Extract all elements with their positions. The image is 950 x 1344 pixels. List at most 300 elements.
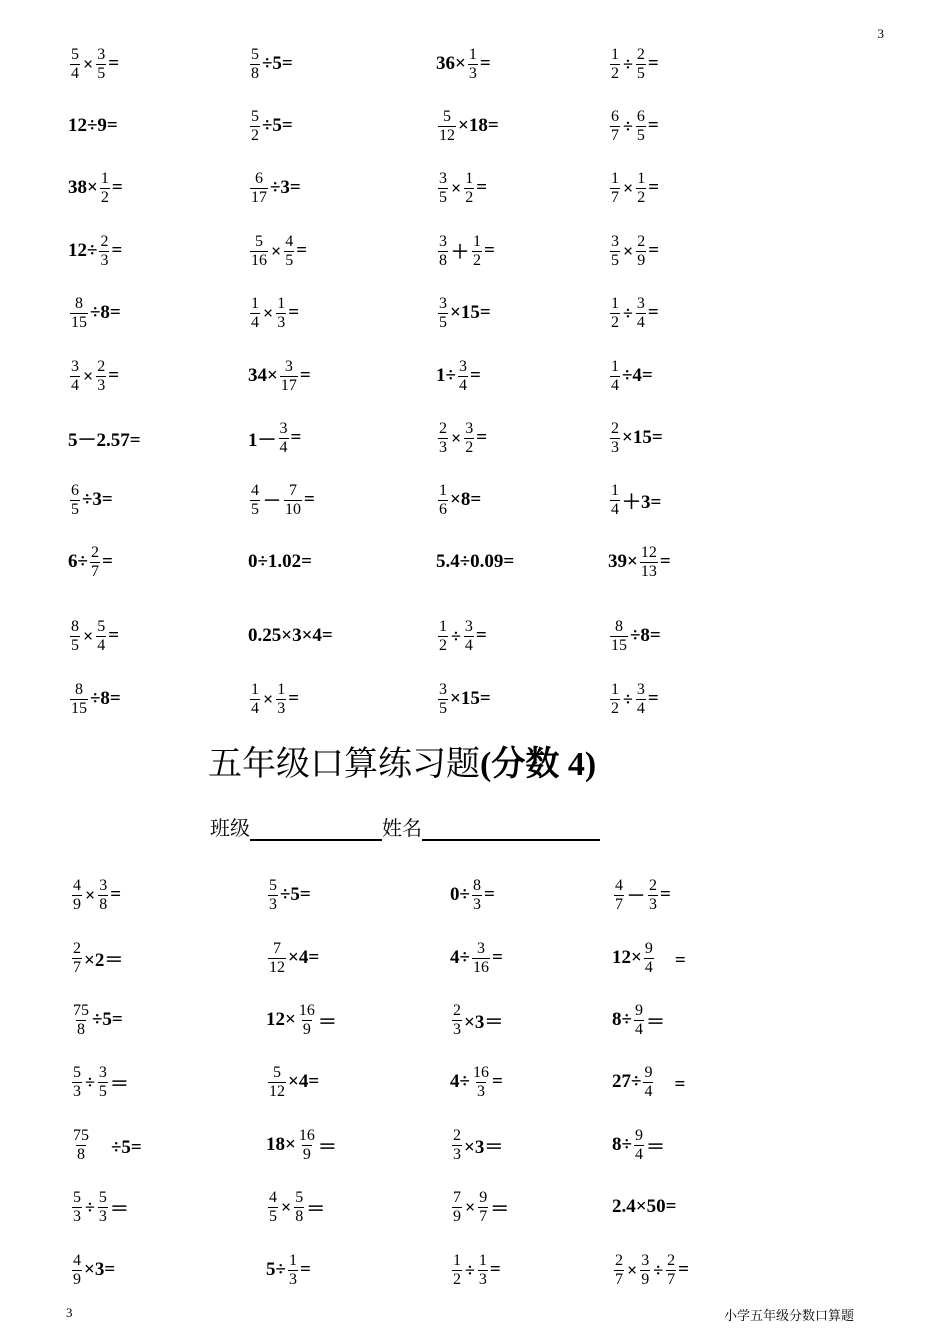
numerator: 3 bbox=[97, 45, 106, 63]
top-problem bbox=[436, 231, 495, 271]
class-blank[interactable] bbox=[250, 817, 382, 841]
fraction bbox=[438, 482, 448, 519]
denominator: 5 bbox=[71, 500, 79, 518]
fraction bbox=[96, 358, 106, 395]
numerator: 9 bbox=[634, 1126, 643, 1144]
top-problem bbox=[68, 356, 119, 396]
expression-text: 0÷ bbox=[450, 884, 470, 905]
numerator: 7 bbox=[273, 939, 281, 957]
top-problem bbox=[68, 480, 113, 520]
top-problem bbox=[68, 293, 121, 333]
numerator: 75 bbox=[73, 1126, 89, 1144]
expression-text: 5－2.57= bbox=[68, 429, 141, 451]
operator: ÷ bbox=[623, 53, 633, 74]
denominator: 5 bbox=[611, 251, 619, 269]
denominator: 5 bbox=[439, 313, 447, 331]
fraction bbox=[70, 482, 80, 519]
bottom-problem bbox=[450, 1250, 501, 1290]
expression-text: = bbox=[101, 551, 113, 572]
numerator: 1 bbox=[465, 169, 474, 187]
fraction bbox=[438, 681, 448, 718]
top-problem bbox=[608, 356, 653, 396]
numerator: 2 bbox=[90, 543, 99, 561]
worksheet-title bbox=[208, 736, 596, 785]
numerator: 4 bbox=[73, 1251, 81, 1269]
top-problem bbox=[608, 44, 659, 84]
fraction bbox=[72, 1189, 82, 1226]
top-problem bbox=[608, 231, 659, 271]
fraction bbox=[280, 358, 298, 395]
operator: ＋ bbox=[451, 242, 469, 262]
expression-text: = bbox=[648, 240, 660, 261]
denominator: 2 bbox=[637, 188, 646, 206]
fraction bbox=[90, 544, 100, 581]
expression-text: = bbox=[659, 551, 671, 572]
fraction bbox=[468, 46, 478, 83]
fraction bbox=[250, 681, 260, 718]
fraction bbox=[472, 233, 482, 270]
denominator: 3 bbox=[649, 895, 657, 913]
denominator: 5 bbox=[269, 1207, 277, 1225]
denominator: 15 bbox=[71, 313, 87, 331]
expression-text: ×15= bbox=[450, 688, 491, 709]
fraction bbox=[98, 1189, 108, 1226]
expression-text: = bbox=[491, 1071, 503, 1092]
name-row bbox=[210, 812, 600, 841]
numerator: 9 bbox=[644, 1063, 653, 1081]
numerator: 1 bbox=[100, 169, 109, 187]
denominator: 5 bbox=[285, 251, 294, 269]
fraction bbox=[70, 295, 88, 332]
bottom-problem bbox=[612, 1250, 689, 1290]
expression-text: 1－ bbox=[248, 429, 277, 451]
fraction bbox=[284, 233, 294, 270]
numerator: 5 bbox=[443, 107, 451, 125]
bottom-problem bbox=[266, 1125, 337, 1165]
numerator: 2 bbox=[649, 876, 657, 894]
numerator: 3 bbox=[439, 294, 447, 312]
fraction bbox=[438, 233, 448, 270]
bottom-problem bbox=[450, 1125, 503, 1165]
denominator: 3 bbox=[277, 313, 286, 331]
top-problem bbox=[248, 106, 293, 146]
numerator: 2 bbox=[439, 419, 447, 437]
expression-text: = bbox=[647, 688, 659, 709]
numerator: 2 bbox=[636, 45, 645, 63]
expression-text: = bbox=[647, 302, 659, 323]
bottom-problem bbox=[450, 1000, 503, 1040]
fraction bbox=[614, 1252, 624, 1289]
numerator: 16 bbox=[472, 1063, 489, 1081]
operator: × bbox=[623, 240, 634, 261]
denominator: 5 bbox=[251, 500, 259, 518]
expression-text: = bbox=[469, 365, 481, 386]
fraction bbox=[96, 46, 106, 83]
numerator: 3 bbox=[439, 680, 447, 698]
fraction bbox=[70, 46, 80, 83]
numerator: 2 bbox=[453, 1126, 461, 1144]
numerator: 5 bbox=[97, 617, 106, 635]
fraction bbox=[472, 877, 482, 914]
numerator: 3 bbox=[641, 1251, 650, 1269]
fraction bbox=[70, 358, 80, 395]
operator: ÷ bbox=[623, 302, 633, 323]
denominator: 4 bbox=[636, 699, 645, 717]
operator: ÷ bbox=[653, 1259, 664, 1280]
denominator: 5 bbox=[636, 126, 645, 144]
expression-text: 36× bbox=[436, 53, 466, 74]
numerator: 8 bbox=[71, 617, 79, 635]
numerator: 8 bbox=[75, 680, 83, 698]
denominator: 3 bbox=[98, 1207, 107, 1225]
denominator: 5 bbox=[439, 188, 447, 206]
numerator: 5 bbox=[255, 232, 263, 250]
bottom-problem bbox=[612, 1062, 685, 1102]
denominator: 9 bbox=[302, 1020, 311, 1038]
expression-text: 0.25×3×4= bbox=[248, 625, 333, 646]
fraction bbox=[634, 1002, 644, 1039]
denominator: 2 bbox=[453, 1270, 461, 1288]
fraction bbox=[614, 877, 624, 914]
fraction bbox=[634, 1127, 644, 1164]
denominator: 7 bbox=[615, 1270, 623, 1288]
operator: ÷ bbox=[451, 625, 461, 646]
denominator: 5 bbox=[636, 64, 645, 82]
denominator: 9 bbox=[73, 1270, 81, 1288]
numerator: 3 bbox=[611, 232, 619, 250]
denominator: 8 bbox=[99, 895, 108, 913]
fraction bbox=[72, 1252, 82, 1289]
numerator: 5 bbox=[295, 1188, 304, 1206]
fraction bbox=[666, 1252, 676, 1289]
top-problem bbox=[608, 616, 661, 656]
denominator: 7 bbox=[479, 1207, 488, 1225]
denominator: 5 bbox=[98, 1082, 107, 1100]
expression-text: 38× bbox=[68, 177, 98, 198]
top-problem bbox=[608, 542, 671, 582]
expression-text: ×15= bbox=[450, 302, 491, 323]
numerator: 8 bbox=[75, 294, 83, 312]
fraction bbox=[72, 940, 82, 977]
top-problem bbox=[608, 293, 659, 333]
denominator: 4 bbox=[611, 376, 619, 394]
numerator: 3 bbox=[636, 294, 645, 312]
fraction bbox=[98, 1064, 108, 1101]
numerator: 8 bbox=[615, 617, 623, 635]
fraction bbox=[648, 877, 658, 914]
bottom-problem bbox=[266, 1187, 325, 1227]
denominator: 5 bbox=[439, 699, 447, 717]
fraction bbox=[72, 1064, 82, 1101]
fraction bbox=[610, 170, 620, 207]
expression-text: = bbox=[484, 240, 495, 261]
page-number-bottom: 3 bbox=[66, 1305, 73, 1320]
denominator: 3 bbox=[269, 895, 277, 913]
expression-text: ÷5= bbox=[92, 1136, 142, 1158]
numerator: 4 bbox=[285, 232, 294, 250]
top-problem bbox=[248, 418, 301, 458]
expression-text: 8÷ bbox=[612, 1134, 632, 1155]
numerator: 3 bbox=[98, 1063, 107, 1081]
class-label: 班级 bbox=[210, 818, 250, 840]
fraction bbox=[438, 420, 448, 457]
numerator: 3 bbox=[476, 939, 485, 957]
name-label: 姓名 bbox=[382, 818, 422, 840]
denominator: 4 bbox=[636, 313, 645, 331]
fraction bbox=[636, 46, 646, 83]
bottom-problem bbox=[70, 1187, 129, 1227]
expression-text: ÷8= bbox=[90, 302, 121, 323]
expression-text: ÷5= bbox=[262, 53, 293, 74]
denominator: 7 bbox=[611, 188, 619, 206]
fraction bbox=[610, 358, 620, 395]
operator: × bbox=[263, 688, 274, 709]
top-problem bbox=[436, 106, 499, 146]
fraction bbox=[294, 1189, 304, 1226]
fraction bbox=[636, 681, 646, 718]
denominator: 4 bbox=[458, 376, 467, 394]
top-problem bbox=[68, 418, 141, 458]
expression-text: 5÷ bbox=[266, 1259, 286, 1280]
denominator: 9 bbox=[637, 251, 646, 269]
denominator: 12 bbox=[269, 1082, 285, 1100]
expression-text: 4÷ bbox=[450, 1071, 470, 1092]
denominator: 7 bbox=[615, 895, 623, 913]
expression-text: 6÷ bbox=[68, 551, 88, 572]
top-problem bbox=[68, 616, 119, 656]
numerator: 1 bbox=[611, 169, 619, 187]
denominator: 16 bbox=[251, 251, 267, 269]
fraction bbox=[284, 482, 302, 519]
top-problem bbox=[68, 679, 121, 719]
numerator: 4 bbox=[269, 1188, 277, 1206]
expression-text: 2.4×50= bbox=[612, 1196, 677, 1217]
denominator: 2 bbox=[611, 699, 619, 717]
top-problem bbox=[436, 542, 514, 582]
expression-text: = bbox=[479, 53, 491, 74]
operator: × bbox=[451, 427, 462, 448]
expression-text: ÷5= bbox=[280, 884, 311, 905]
numerator: 5 bbox=[251, 45, 259, 63]
expression-text: ＝ bbox=[317, 1011, 337, 1033]
fraction bbox=[268, 1189, 278, 1226]
bottom-problem bbox=[612, 875, 671, 915]
expression-text: ×4= bbox=[288, 1071, 320, 1092]
top-problem bbox=[248, 616, 333, 656]
expression-text: ÷8= bbox=[630, 625, 661, 646]
bottom-problem bbox=[70, 938, 123, 978]
fraction bbox=[610, 46, 620, 83]
bottom-problem bbox=[70, 1062, 129, 1102]
denominator: 2 bbox=[473, 251, 481, 269]
bottom-problem bbox=[612, 1125, 665, 1165]
expression-text: = bbox=[304, 489, 315, 510]
expression-text: = bbox=[288, 302, 300, 323]
title-suffix: (分数 4) bbox=[480, 746, 597, 783]
fraction bbox=[250, 233, 268, 270]
top-problem bbox=[436, 44, 491, 84]
numerator: 5 bbox=[73, 1063, 81, 1081]
numerator: 5 bbox=[71, 45, 79, 63]
bottom-problem bbox=[70, 1125, 142, 1165]
fraction bbox=[288, 1252, 298, 1289]
numerator: 2 bbox=[637, 232, 646, 250]
denominator: 3 bbox=[100, 251, 109, 269]
denominator: 2 bbox=[465, 188, 474, 206]
expression-text: = bbox=[655, 1073, 686, 1095]
fraction bbox=[478, 1252, 488, 1289]
top-problem bbox=[608, 418, 663, 458]
operator: ÷ bbox=[85, 1071, 95, 1092]
numerator: 6 bbox=[255, 169, 263, 187]
denominator: 16 bbox=[472, 958, 489, 976]
expression-text: 39× bbox=[608, 551, 638, 572]
bottom-problem bbox=[450, 875, 495, 915]
fraction bbox=[250, 46, 260, 83]
numerator: 8 bbox=[472, 876, 481, 894]
numerator: 3 bbox=[458, 357, 467, 375]
fraction bbox=[610, 295, 620, 332]
expression-text: ＝ bbox=[306, 1198, 326, 1220]
top-problem bbox=[436, 168, 487, 208]
numerator: 16 bbox=[298, 1126, 315, 1144]
fraction bbox=[636, 233, 646, 270]
numerator: 16 bbox=[298, 1001, 315, 1019]
expression-text: ＝ bbox=[645, 1011, 665, 1033]
denominator: 2 bbox=[465, 438, 474, 456]
numerator: 3 bbox=[439, 232, 447, 250]
numerator: 2 bbox=[615, 1251, 623, 1269]
operator: － bbox=[627, 886, 645, 906]
fraction bbox=[644, 940, 654, 977]
numerator: 1 bbox=[277, 294, 286, 312]
numerator: 1 bbox=[251, 294, 259, 312]
name-blank[interactable] bbox=[422, 817, 600, 841]
numerator: 9 bbox=[479, 1188, 488, 1206]
fraction bbox=[98, 877, 108, 914]
denominator: 8 bbox=[77, 1020, 85, 1038]
fraction bbox=[636, 108, 646, 145]
denominator: 9 bbox=[302, 1145, 311, 1163]
top-problem bbox=[248, 542, 312, 582]
bottom-problem bbox=[70, 1250, 115, 1290]
numerator: 3 bbox=[439, 169, 447, 187]
expression-text: 12× bbox=[266, 1009, 296, 1030]
fraction bbox=[640, 544, 658, 581]
denominator: 8 bbox=[439, 251, 447, 269]
fraction bbox=[438, 618, 448, 655]
numerator: 1 bbox=[611, 45, 619, 63]
numerator: 12 bbox=[640, 543, 657, 561]
fraction bbox=[72, 1127, 90, 1164]
expression-text: ÷5= bbox=[262, 115, 293, 136]
denominator: 3 bbox=[453, 1020, 461, 1038]
denominator: 3 bbox=[476, 1082, 485, 1100]
fraction bbox=[452, 1189, 462, 1226]
expression-text: = bbox=[655, 949, 686, 971]
numerator: 3 bbox=[465, 419, 474, 437]
top-problem bbox=[68, 231, 122, 271]
expression-text: ＝ bbox=[645, 1136, 665, 1158]
fraction bbox=[610, 420, 620, 457]
expression-text: = bbox=[475, 625, 487, 646]
denominator: 4 bbox=[611, 500, 619, 518]
bottom-problem bbox=[612, 1187, 676, 1227]
top-problem bbox=[436, 418, 487, 458]
expression-text: ＝ bbox=[317, 1136, 337, 1158]
operator: × bbox=[85, 884, 96, 905]
denominator: 3 bbox=[73, 1207, 81, 1225]
expression-text: 8÷ bbox=[612, 1009, 632, 1030]
fraction bbox=[268, 877, 278, 914]
numerator: 6 bbox=[71, 481, 79, 499]
top-problem bbox=[248, 356, 311, 396]
denominator: 4 bbox=[251, 699, 259, 717]
top-problem bbox=[248, 44, 293, 84]
numerator: 3 bbox=[464, 617, 473, 635]
top-problem bbox=[248, 679, 299, 719]
operator: × bbox=[281, 1196, 292, 1217]
numerator: 1 bbox=[478, 1251, 487, 1269]
denominator: 17 bbox=[280, 376, 297, 394]
expression-text: ＝ bbox=[109, 1198, 129, 1220]
bottom-problem bbox=[450, 1062, 503, 1102]
denominator: 5 bbox=[71, 636, 79, 654]
expression-text: ÷8= bbox=[90, 688, 121, 709]
top-problem bbox=[436, 356, 481, 396]
fraction bbox=[72, 1002, 90, 1039]
denominator: 10 bbox=[285, 500, 301, 518]
denominator: 4 bbox=[279, 438, 288, 456]
fraction bbox=[464, 170, 474, 207]
expression-text: = bbox=[108, 625, 120, 646]
expression-text: 27÷ bbox=[612, 1071, 642, 1092]
fraction bbox=[464, 618, 474, 655]
expression-text: = bbox=[108, 53, 120, 74]
fraction bbox=[458, 358, 468, 395]
expression-text: 12× bbox=[612, 947, 642, 968]
denominator: 7 bbox=[667, 1270, 676, 1288]
bottom-problem bbox=[612, 1000, 665, 1040]
footer-text: 小学五年级分数口算题 bbox=[723, 1308, 854, 1323]
denominator: 3 bbox=[277, 699, 286, 717]
denominator: 4 bbox=[71, 376, 79, 394]
numerator: 1 bbox=[288, 1251, 297, 1269]
expression-text: = bbox=[647, 115, 659, 136]
fraction bbox=[643, 1064, 653, 1101]
fraction bbox=[72, 877, 82, 914]
denominator: 4 bbox=[634, 1020, 643, 1038]
fraction bbox=[610, 233, 620, 270]
expression-text: ÷5= bbox=[92, 1009, 123, 1030]
denominator: 8 bbox=[251, 64, 259, 82]
expression-text: 0÷1.02= bbox=[248, 551, 313, 572]
expression-text: = bbox=[111, 177, 123, 198]
denominator: 4 bbox=[644, 958, 653, 976]
numerator: 3 bbox=[99, 876, 108, 894]
bottom-problem bbox=[266, 875, 311, 915]
denominator: 13 bbox=[640, 562, 657, 580]
expression-text: ×4= bbox=[288, 947, 320, 968]
page-number-top: 3 bbox=[877, 26, 884, 41]
operator: × bbox=[83, 625, 94, 646]
numerator: 5 bbox=[251, 107, 259, 125]
fraction bbox=[250, 170, 268, 207]
numerator: 5 bbox=[73, 1188, 81, 1206]
numerator: 1 bbox=[468, 45, 477, 63]
numerator: 3 bbox=[636, 680, 645, 698]
bottom-problem bbox=[70, 875, 121, 915]
